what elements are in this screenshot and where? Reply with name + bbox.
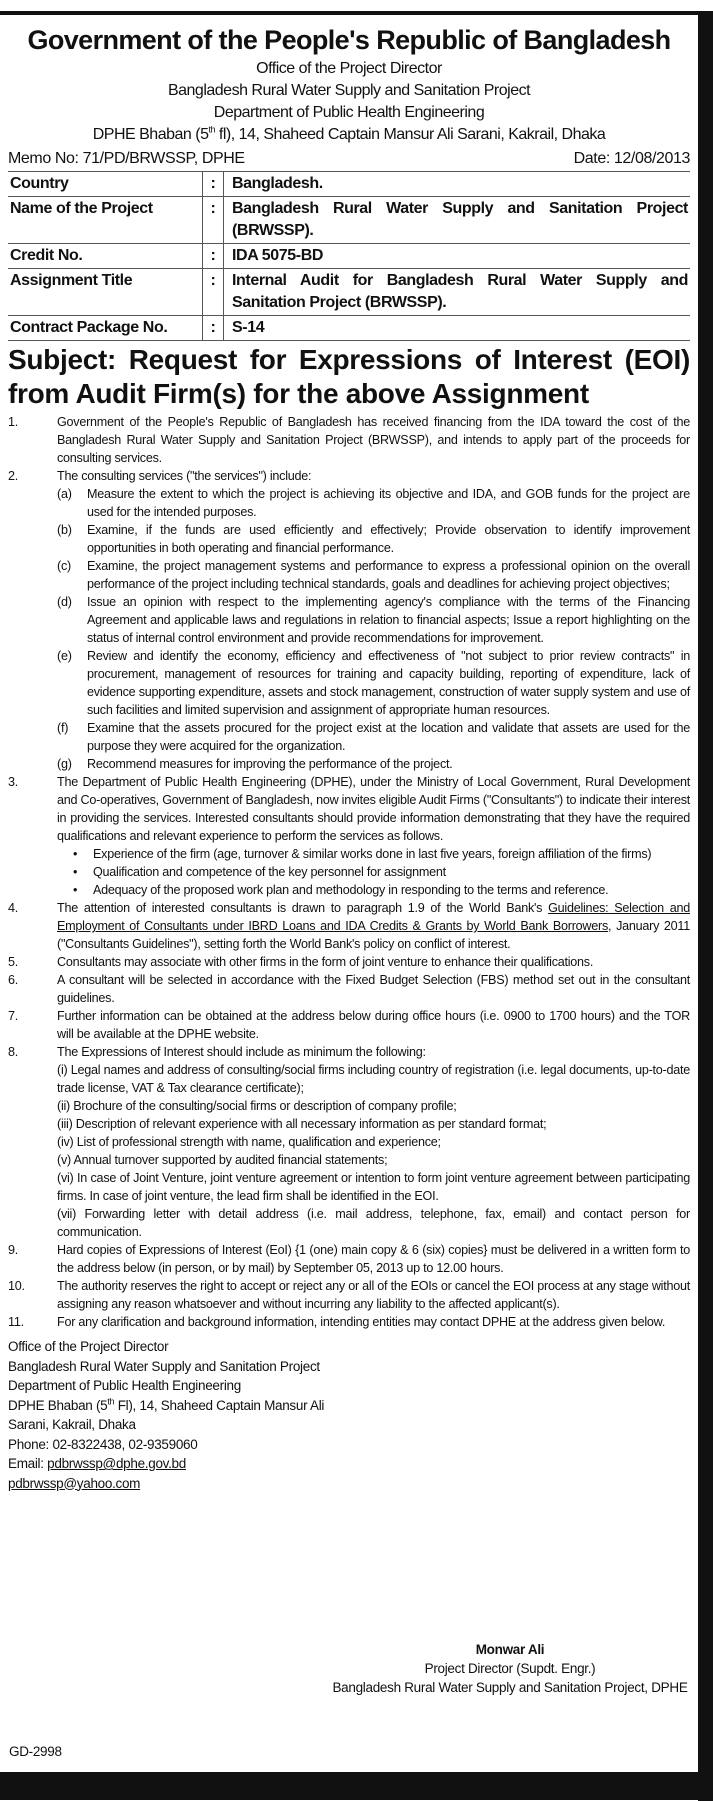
- item-number: 5.: [8, 955, 19, 969]
- sub-text: (i) Legal names and address of consulting/social firms including country of registration (i.e. legal documents, up-to-date trade license, VAT & Tax clearance certificate);: [57, 1063, 690, 1095]
- colon: :: [203, 316, 224, 341]
- sub-text: (vi) In case of Joint Venture, joint venture agreement or intention to form joint venture agreement between participating firms. In case of joint venture, the lead firm shall be identified in the EOI.: [57, 1171, 690, 1203]
- item-number: 8.: [8, 1045, 19, 1059]
- info-table: [8, 171, 690, 341]
- subject-heading: Subject: Request for Expressions of Interest (EOI) from Audit Firm(s) for the above Assignment: [8, 344, 690, 409]
- item-number: 2.: [8, 469, 19, 483]
- sub-text: Examine that the assets procured for the project exist at the location and validate that assets are used for the purpose they were acquired for the organization.: [87, 721, 690, 753]
- item-text: The Department of Public Health Engineering (DPHE), under the Ministry of Local Government, Rural Development and Co-operatives, Government of Bangladesh, now invites eligible Audit Firms ("Consultants") to indicate their interest in providing the services. Interested consultants should provide information demonstrating that they have the required qualifications and relevant experience to perform the services as follows.: [57, 775, 690, 843]
- list-item: [8, 467, 690, 773]
- bullet-item: [57, 881, 690, 899]
- row-value: Bangladesh Rural Water Supply and Sanitation Project (BRWSSP).: [224, 197, 691, 244]
- sub-text: Examine, if the funds are used efficiently and effectively; Provide observation to identify improvement opportunities in both operating and financial performance.: [87, 523, 690, 555]
- address-sup: th: [107, 1396, 115, 1406]
- right-border: [698, 11, 713, 1801]
- table-row: [8, 197, 690, 244]
- top-border: [0, 0, 713, 15]
- row-label: Assignment Title: [8, 269, 203, 316]
- sub-marker: (g): [57, 757, 72, 771]
- signature-block: [330, 1640, 690, 1697]
- address-line: Sarani, Kakrail, Dhaka: [8, 1417, 136, 1432]
- list-item: [8, 953, 690, 971]
- sub-text: Measure the extent to which the project is achieving its objective and IDA, and GOB funds for the project are used for the intended purposes.: [87, 487, 690, 519]
- address-sup: th: [208, 124, 215, 135]
- table-row: [8, 244, 690, 269]
- sub-text: (iii) Description of relevant experience with all necessary information as per standard format;: [57, 1117, 547, 1131]
- page-title: Government of the People's Republic of Bangladesh: [27, 25, 671, 55]
- office-line: Office of the Project Director: [256, 60, 442, 77]
- sub-marker: (a): [57, 487, 72, 501]
- item-text: A consultant will be selected in accordance with the Fixed Budget Selection (FBS) method set out in the consultant guidelines.: [57, 973, 690, 1005]
- sub-text: Recommend measures for improving the performance of the project.: [87, 757, 453, 771]
- item-number: 11.: [8, 1315, 24, 1329]
- contact-address: [8, 1337, 690, 1493]
- email-line: [8, 1474, 690, 1494]
- address-part: DPHE Bhaban (5: [92, 126, 209, 143]
- memo-row: [8, 147, 690, 171]
- list-item: [8, 773, 690, 899]
- signatory-title: Project Director (Supdt. Engr.): [424, 1661, 596, 1676]
- list-item: [8, 1313, 690, 1331]
- email-line: [8, 1454, 690, 1474]
- signatory-org: Bangladesh Rural Water Supply and Sanitation Project, DPHE: [332, 1680, 688, 1695]
- email-link[interactable]: pdbrwssp@yahoo.com: [8, 1475, 141, 1491]
- bullet-text: Adequacy of the proposed work plan and methodology in responding to the terms and reference.: [93, 883, 609, 897]
- colon: :: [203, 244, 224, 269]
- row-label: Credit No.: [8, 244, 203, 269]
- sub-text: (ii) Brochure of the consulting/social firms or description of company profile;: [57, 1099, 457, 1113]
- guidelines-reference: Guidelines: Selection and Employment of Consultants under IBRD Loans and IDA Credits & Grants by World Bank Borrowers: [57, 901, 690, 933]
- signatory-name: Monwar Ali: [475, 1642, 545, 1657]
- table-row: [8, 269, 690, 316]
- sub-marker: (f): [57, 721, 69, 735]
- list-item: [8, 1241, 690, 1277]
- bullet-icon: •: [73, 865, 78, 879]
- sub-text: Review and identify the economy, efficiency and effectiveness of "not subject to prior review contracts" in procurement, management of resources for training and capacity building, reporting of expenditure, lack of evidence supporting expenditure, assets and stock management, construction of water supply system and use of such facilities and limited supervision and assignment of appropriate human resources.: [87, 649, 690, 717]
- address-line: [8, 124, 690, 146]
- address-part: Fl), 14, Shaheed Captain Mansur Ali: [114, 1397, 325, 1413]
- email-label: Email:: [8, 1456, 48, 1471]
- gd-code: GD-2998: [9, 1744, 62, 1759]
- bottom-border: [0, 1772, 713, 1800]
- item-text: The consulting services ("the services") include:: [57, 469, 312, 483]
- sub-item: [57, 485, 690, 521]
- bullet-item: [57, 845, 690, 863]
- list-item: [8, 1007, 690, 1043]
- row-label: Name of the Project: [8, 197, 203, 244]
- row-value: S-14: [224, 316, 691, 341]
- address-part: DPHE Bhaban (5: [8, 1397, 108, 1413]
- colon: :: [203, 172, 224, 197]
- memo-number: Memo No: 71/PD/BRWSSP, DPHE: [8, 150, 245, 167]
- text-part: , January 2011 ("Consultants Guidelines"), setting forth the World Bank's policy on conflict of interest.: [57, 919, 690, 951]
- bullet-text: Experience of the firm (age, turnover & similar works done in last five years, foreign affiliation of the firms): [93, 847, 652, 861]
- email-link[interactable]: pdbrwssp@dphe.gov.bd: [47, 1456, 186, 1471]
- bullet-icon: •: [73, 847, 78, 861]
- row-value: IDA 5075-BD: [224, 244, 691, 269]
- phone-numbers: Phone: 02-8322438, 02-9359060: [8, 1436, 198, 1452]
- item-number: 1.: [8, 415, 19, 429]
- sub-item: [57, 593, 690, 647]
- bullet-text: Qualification and competence of the key personnel for assignment: [93, 865, 446, 879]
- sub-marker: (b): [57, 523, 72, 537]
- bullet-item: [57, 863, 690, 881]
- item-number: 3.: [8, 775, 19, 789]
- address-line: Office of the Project Director: [8, 1339, 169, 1354]
- item-number: 7.: [8, 1009, 19, 1023]
- item-text: Hard copies of Expressions of Interest (EoI) {1 (one) main copy & 6 (six) copies} must be delivered in a written form to the address below (in person, or by mail) by September 05, 2013 up to 12.00 hours.: [57, 1243, 690, 1275]
- table-row: [8, 172, 690, 197]
- item-text: Consultants may associate with other firms in the form of joint venture to enhance their qualifications.: [57, 955, 594, 969]
- sub-marker: (e): [57, 649, 72, 663]
- list-item: [8, 1043, 690, 1241]
- item-number: 4.: [8, 901, 19, 915]
- memo-date: Date: 12/08/2013: [573, 150, 690, 167]
- table-row: [8, 316, 690, 341]
- address-line: Department of Public Health Engineering: [8, 1378, 241, 1393]
- item-text: For any clarification and background information, intending entities may contact DPHE at the address given below.: [57, 1315, 666, 1329]
- item-text: The Expressions of Interest should include as minimum the following:: [57, 1045, 426, 1059]
- department-line: Department of Public Health Engineering: [213, 104, 485, 121]
- item-text: Government of the People's Republic of Bangladesh has received financing from the IDA toward the cost of the Bangladesh Rural Water Supply and Sanitation Project (BRWSSP), and intends to apply part of the proceeds for consulting services.: [57, 415, 690, 465]
- address-line: Bangladesh Rural Water Supply and Sanitation Project: [8, 1358, 320, 1374]
- row-value: Internal Audit for Bangladesh Rural Water Supply and Sanitation Project (BRWSSP).: [224, 269, 691, 316]
- list-item: [8, 413, 690, 467]
- row-label: Country: [8, 172, 203, 197]
- sub-text: (v) Annual turnover supported by audited financial statements;: [57, 1153, 388, 1167]
- sub-item: [57, 647, 690, 719]
- sub-item: [57, 521, 690, 557]
- bullet-icon: •: [73, 883, 78, 897]
- list-item: [8, 971, 690, 1007]
- item-text: The authority reserves the right to accept or reject any or all of the EOIs or cancel the EOI process at any stage without assigning any reason whatsoever and without incurring any liability to the affected applicant(s).: [57, 1279, 690, 1311]
- item-text: Further information can be obtained at the address below during office hours (i.e. 0900 to 1700 hours) and the TOR will be available at the DPHE website.: [57, 1009, 690, 1041]
- sub-item: [57, 755, 690, 773]
- colon: :: [203, 269, 224, 316]
- sub-marker: (c): [57, 559, 71, 573]
- sub-text: Issue an opinion with respect to the implementing agency's compliance with the terms of the Financing Agreement and applicable laws and regulations in relation to financial aspects; Issue a report highlighting on the status of internal control environment and provide recommendations for improvement.: [87, 595, 690, 645]
- sub-item: [57, 719, 690, 755]
- row-value: Bangladesh.: [224, 172, 691, 197]
- address-line: [8, 1396, 690, 1416]
- notice-body: [8, 413, 690, 1331]
- text-part: The attention of interested consultants is drawn to paragraph 1.9 of the World Bank's: [57, 901, 549, 915]
- address-part: fl), 14, Shaheed Captain Mansur Ali Sarani, Kakrail, Dhaka: [214, 126, 606, 143]
- item-text: [57, 899, 690, 953]
- list-item: [8, 899, 690, 953]
- item-number: 9.: [8, 1243, 19, 1257]
- row-label: Contract Package No.: [8, 316, 203, 341]
- sub-text: Examine, the project management systems and performance to express a professional opinion on the overall performance of the project including technical standards, goals and deadlines for achieving project objectives;: [87, 559, 690, 591]
- colon: :: [203, 197, 224, 244]
- project-line: Bangladesh Rural Water Supply and Sanitation Project: [167, 82, 531, 99]
- item-number: 10.: [8, 1279, 25, 1293]
- sub-item: [57, 557, 690, 593]
- list-item: [8, 1277, 690, 1313]
- sub-marker: (d): [57, 595, 72, 609]
- eoi-notice: [8, 22, 690, 1493]
- item-number: 6.: [8, 973, 19, 987]
- sub-text: (iv) List of professional strength with name, qualification and experience;: [57, 1135, 441, 1149]
- sub-text: (vii) Forwarding letter with detail address (i.e. mail address, telephone, fax, email) and contact person for communication.: [57, 1207, 690, 1239]
